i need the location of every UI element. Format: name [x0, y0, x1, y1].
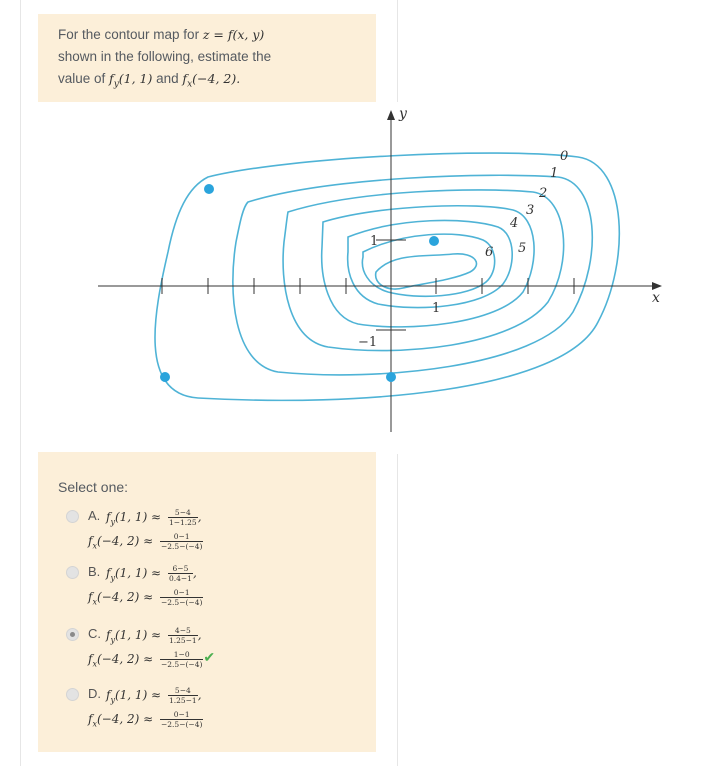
denominator: 0.4−1 — [168, 574, 192, 583]
option-b[interactable] — [66, 562, 366, 612]
radio-button-selected[interactable] — [66, 628, 79, 641]
option-fx-line — [88, 532, 203, 551]
math-f: f — [106, 628, 111, 642]
answer-panel — [38, 452, 376, 752]
option-fy-line: $f_y(1$, 1) ≈ $\frac{5-4}{1.25-1}$ , — [106, 686, 202, 705]
denominator: −2.5−(−4) — [160, 598, 203, 607]
x-tick-label-1: 1 — [432, 301, 441, 316]
numerator: 4−5 — [168, 626, 198, 636]
y-tick-label-neg1: −1 — [358, 335, 378, 350]
radio-button[interactable] — [66, 566, 79, 579]
denominator: 1.25−1 — [168, 636, 197, 645]
option-letter: C. — [88, 626, 101, 641]
x-axis-arrow — [652, 282, 662, 290]
math-arg: (−4, 2) ≈ — [96, 590, 154, 604]
option-fx-line — [88, 710, 203, 729]
y-tick-label-1: 1 — [370, 234, 379, 249]
option-fx-line — [88, 588, 203, 607]
math-f: f — [106, 510, 111, 524]
fraction — [160, 710, 203, 729]
math-arg: (−4, 2) ≈ — [96, 652, 154, 666]
math-arg: (−4, 2) ≈ — [96, 712, 154, 726]
contour-lines — [155, 153, 619, 400]
math-f: f — [88, 652, 93, 666]
math-f: f — [106, 688, 111, 702]
option-d[interactable] — [66, 684, 366, 734]
fraction — [168, 564, 193, 583]
math-f: f — [88, 534, 93, 548]
fraction — [160, 532, 203, 551]
math-arg: (1, 1) ≈ — [114, 688, 162, 702]
contour-5 — [362, 234, 494, 296]
math-arg: (−4, 2) ≈ — [96, 534, 154, 548]
question-line-2: shown in the following, estimate the — [58, 49, 272, 64]
contour-label-2: 2 — [539, 186, 548, 201]
question-panel — [38, 14, 376, 102]
question-text: value of — [58, 71, 110, 86]
fraction — [168, 686, 198, 705]
numerator: 0−1 — [160, 710, 203, 720]
option-letter: D. — [88, 686, 101, 701]
math-sub: x — [92, 597, 97, 607]
math-f: f — [106, 566, 111, 580]
math-sub: y — [110, 517, 115, 527]
option-fx-line — [88, 650, 216, 669]
math-f: f — [182, 71, 188, 86]
question-line-3 — [58, 68, 366, 96]
contour-label-1: 1 — [550, 166, 559, 181]
question-text: For the contour map for — [58, 27, 203, 42]
point-lower-left — [160, 372, 170, 382]
question-math-fy — [109, 71, 153, 90]
option-fy-line: $f_y(1$, 1) ≈ $\frac{6-5}{0.4-1}$ , — [106, 564, 197, 583]
question-line-1 — [58, 24, 366, 46]
y-axis-label: y — [399, 106, 407, 122]
denominator: −2.5−(−4) — [160, 720, 203, 729]
contour-map-figure — [58, 102, 670, 454]
math-arg: (−4, 2). — [192, 71, 241, 86]
axes — [98, 112, 658, 432]
contour-label-0: 0 — [560, 149, 569, 164]
option-fy-line: $f_y(1$, 1) ≈ $\frac{4-5}{1.25-1}$ , — [106, 626, 202, 645]
select-one-label: Select one: — [58, 479, 129, 495]
math-f: f — [109, 71, 114, 86]
math-sub: x — [92, 659, 97, 669]
fraction — [160, 588, 203, 607]
contour-label-3: 3 — [526, 203, 535, 218]
x-axis-label: x — [652, 290, 660, 306]
question-math-z: z = f(x, y) — [202, 27, 265, 42]
contour-label-6: 6 — [485, 245, 494, 260]
math-arg: (1, 1) ≈ — [114, 510, 162, 524]
numerator: 6−5 — [168, 564, 193, 574]
option-letter: A. — [88, 508, 101, 523]
radio-button[interactable] — [66, 510, 79, 523]
point-1-1 — [429, 236, 439, 246]
numerator: 1−0 — [160, 650, 203, 660]
question-text-and: and — [152, 71, 183, 86]
point-upper-left — [204, 184, 214, 194]
numerator: 5−4 — [168, 686, 198, 696]
correct-check-icon: ✔ — [203, 650, 216, 666]
radio-button[interactable] — [66, 688, 79, 701]
contour-0 — [155, 153, 619, 400]
denominator: −2.5−(−4) — [160, 660, 203, 669]
contour-map-svg — [58, 102, 670, 454]
point-lower-axis — [386, 372, 396, 382]
option-fy-line: $f_y(1$, 1) ≈ $\frac{5-4}{1-1.25}$ , — [106, 508, 202, 527]
math-sub: x — [187, 79, 193, 90]
denominator: −2.5−(−4) — [160, 542, 203, 551]
denominator: 1.25−1 — [168, 696, 197, 705]
math-arg: (1, 1) — [118, 71, 153, 86]
math-sub: y — [113, 79, 119, 90]
fraction — [168, 626, 198, 645]
contour-1 — [233, 175, 592, 375]
option-a[interactable] — [66, 506, 366, 556]
contour-labels — [485, 149, 568, 260]
numerator: 0−1 — [160, 532, 203, 542]
question-math-fx — [182, 71, 241, 90]
y-axis-arrow — [387, 110, 395, 120]
numerator: 0−1 — [160, 588, 203, 598]
left-divider — [20, 0, 21, 766]
math-sub: x — [92, 541, 97, 551]
numerator: 5−4 — [168, 508, 198, 518]
math-arg: (1, 1) ≈ — [114, 628, 162, 642]
math-arg: (1, 1) ≈ — [114, 566, 162, 580]
math-f: f — [88, 590, 93, 604]
contour-label-4: 4 — [510, 216, 519, 231]
math-sub: y — [110, 635, 115, 645]
math-sub: y — [110, 573, 115, 583]
denominator: 1−1.25 — [168, 518, 197, 527]
option-letter: B. — [88, 564, 101, 579]
math-f: f — [88, 712, 93, 726]
contour-3 — [322, 206, 534, 327]
option-c[interactable] — [66, 624, 366, 674]
fraction — [168, 508, 198, 527]
math-sub: x — [92, 719, 97, 729]
fraction — [160, 650, 203, 669]
math-sub: y — [110, 695, 115, 705]
contour-label-5: 5 — [518, 241, 527, 256]
